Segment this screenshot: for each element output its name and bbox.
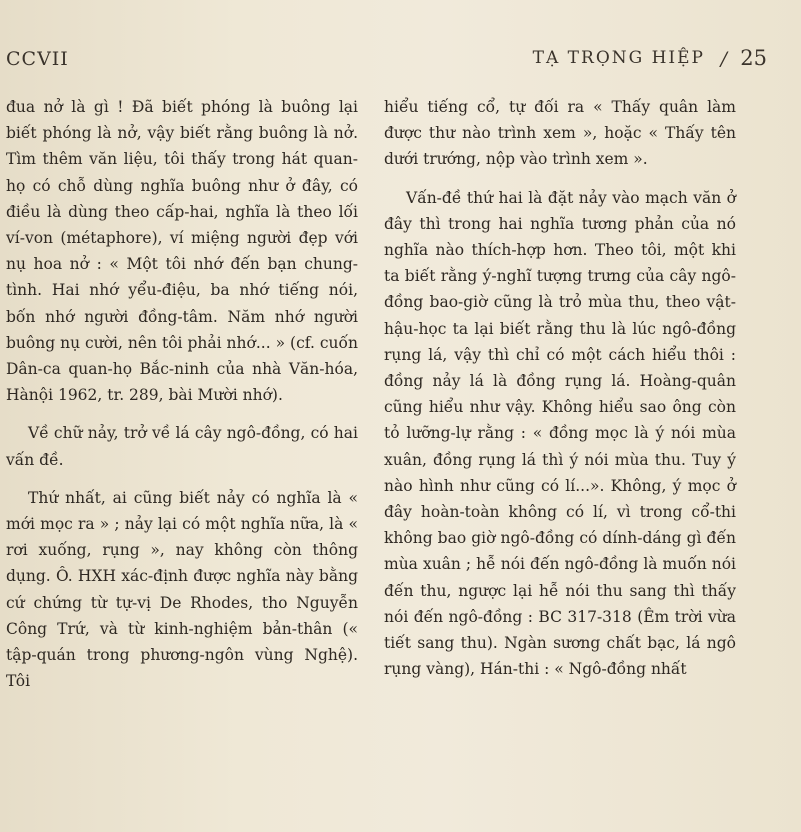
right-paragraph-2: Vấn-đề thứ hai là đặt nảy vào mạch văn ở đây thì trong hai nghĩa tương phản của nó nghĩa nào thích-hợp hơn. Theo tôi, một khi ta biết rằng ý-nghĩ tượng trưng của cây ngô-đồng bao-giờ cũng là trỏ mùa thu, theo vật-hậu-học ta lại biết rằng thu là lúc ngô-đồng rụng lá, vậy thì chỉ có một cách hiểu thôi : đồng nảy lá là đồng rụng lá. Hoàng-quân cũng hiểu như vậy. Không hiểu sao ông còn tỏ lưỡng-lự rằng : « đồng mọc là ý nói mùa xuân, đồng rụng lá thì ý nói mùa thu. Tuy ý nào hình như cũng có lí...». Không, ý mọc ở đây hoàn-toàn không có lí, vì trong cổ-thi không bao giờ ngô-đồng có dính-dáng gì đến mùa xuân ; hễ nói đến ngô-đồng là muốn nói đến thu, ngược lại hễ nói thu sang thì thấy nói đến ngô-đồng : BC 317-318 (Êm trời vừa tiết sang thu). Ngàn sương chất bạc, lá ngô rụng vàng), Hán-thi : « Ngô-đồng nhất: [384, 188, 736, 679]
left-paragraph-1: đua nở là gì ! Đã biết phóng là buông lại biết phóng là nở, vậy biết rằng buông là nở. Tìm thêm văn liệu, tôi thấy trong hát quan-họ có chỗ dùng nghĩa buông như ở đây, có điều là dùng theo cấp-hai, nghĩa là theo lối ví-von (métaphore), ví miệng người đẹp với nụ hoa nở : « Một tôi nhớ đến bạn chung-tình. Hai nhớ yểu-điệu, ba nhớ tiếng nói, bốn nhớ người đồng-tâm. Năm nhớ người buông nụ cười, nên tôi phải nhớ... » (cf. cuốn Dân-ca quan-họ Bắc-ninh của nhà Văn-hóa, Hànội 1962, tr. 289, bài Mười nhớ).: [6, 98, 358, 405]
left-paragraph-3: Thứ nhất, ai cũng biết nảy có nghĩa là « mới mọc ra » ; nảy lại có một nghĩa nữa, là « rơi xuống, rụng », nay không còn thông dụng. Ô. HXH xác-định được nghĩa này bằng cứ chứng từ tự-vị De Rhodes, tho Nguyễn Công Trứ, và từ kinh-nghiệm bản-thân (« tập-quán trong phương-ngôn vùng Nghệ). Tôi: [6, 488, 358, 691]
right-paragraph-1: hiểu tiếng cổ, tự đối ra « Thấy quân làm được thư nào trình xem », hoặc « Thấy tên dưới trướng, nộp vào trình xem ».: [384, 98, 736, 169]
running-head-title: TẠ TRỌNG HIỆP: [532, 48, 705, 68]
right-text-column: [384, 94, 736, 694]
page-roman-numeral: CCVII: [6, 48, 69, 70]
left-text-column: [6, 94, 358, 706]
header-separator: /: [720, 48, 727, 70]
page-header: [0, 44, 801, 74]
left-paragraph-2: Về chữ nảy, trở về lá cây ngô-đồng, có hai vấn đề.: [6, 424, 358, 469]
page-number: 25: [740, 46, 767, 70]
